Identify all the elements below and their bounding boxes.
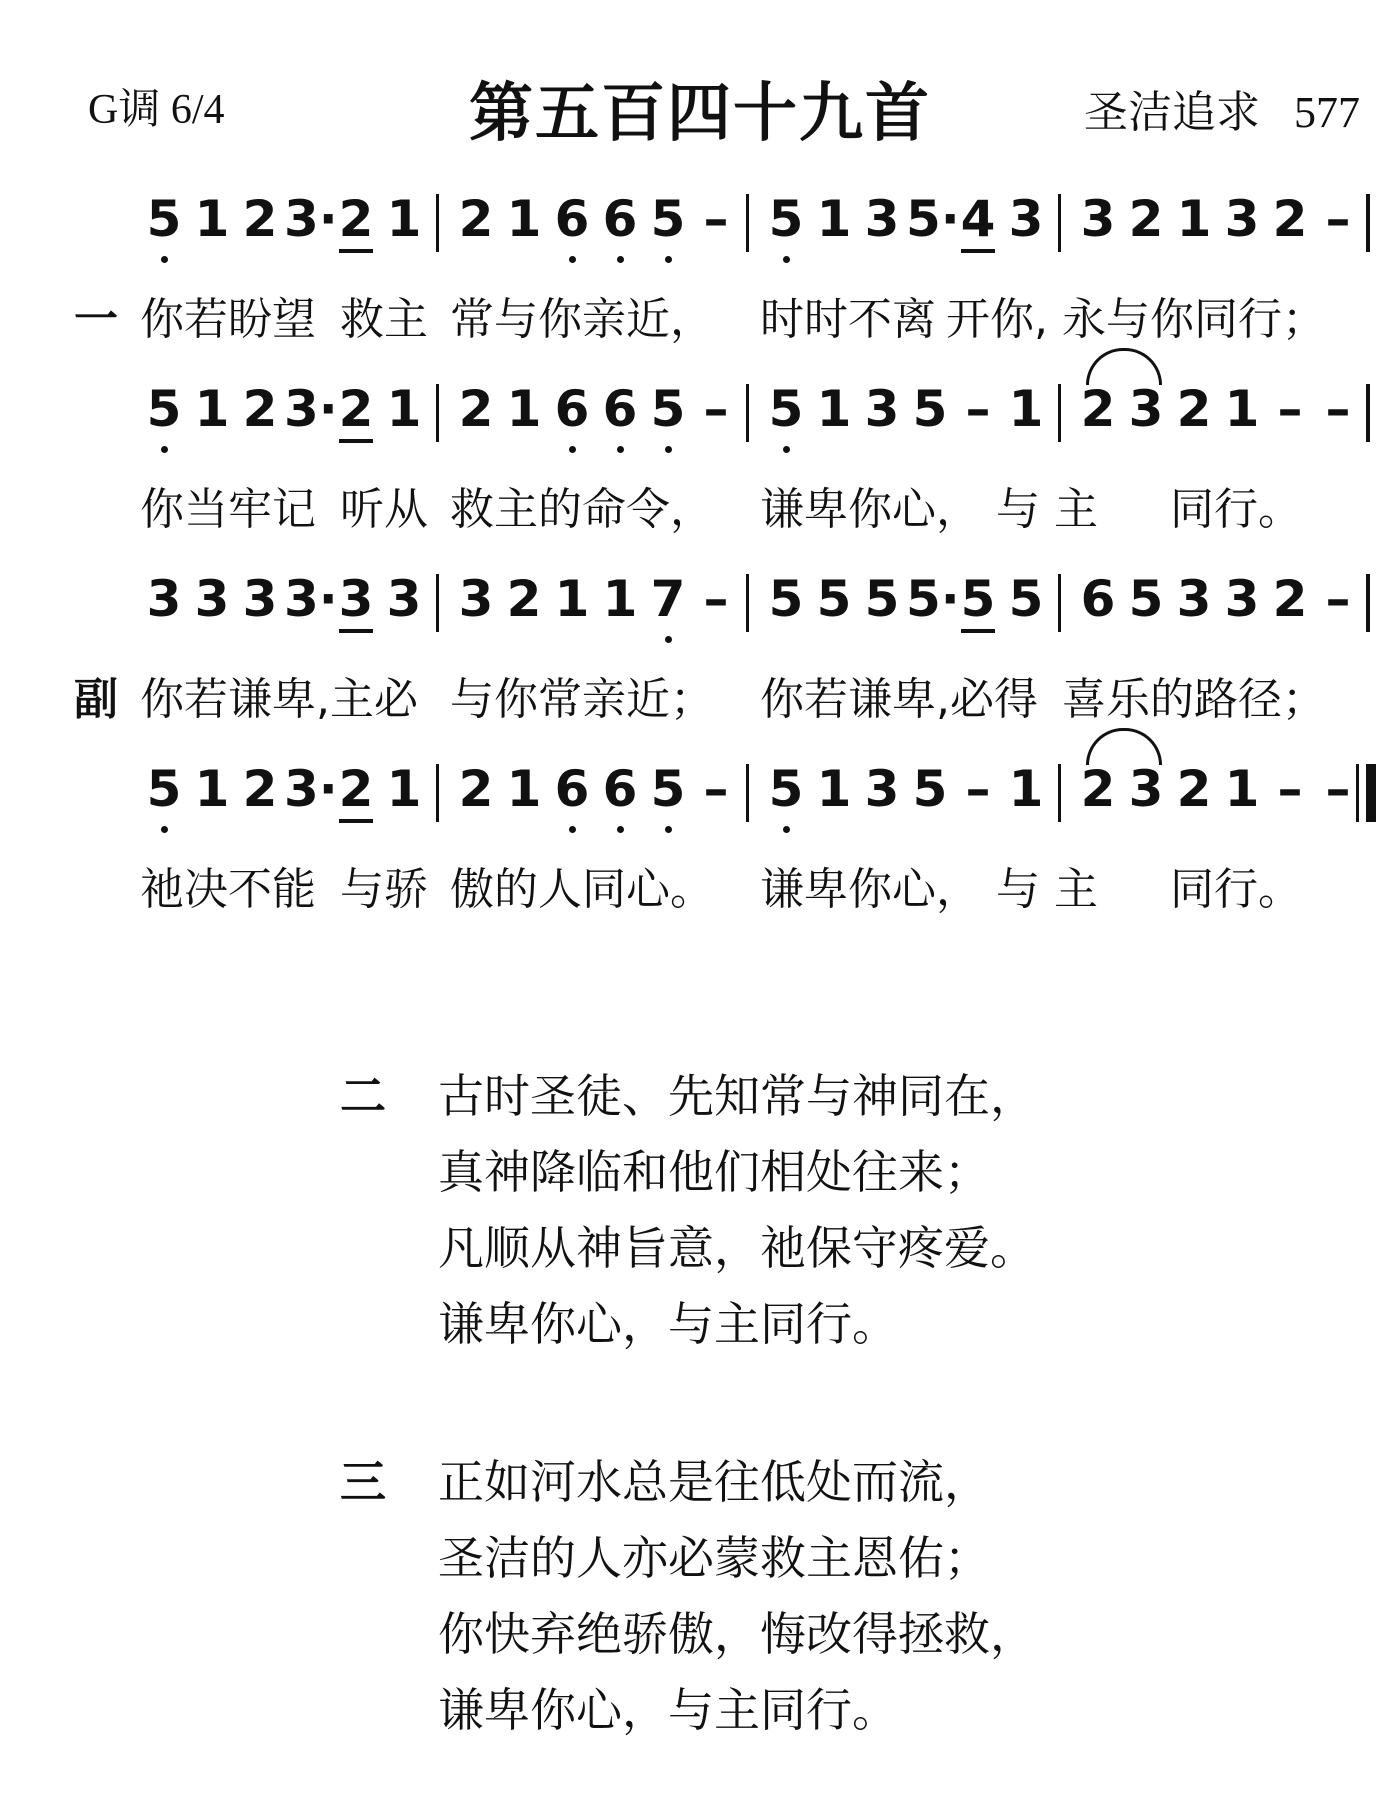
note: 1	[1176, 190, 1212, 248]
note: 1	[816, 760, 852, 818]
note: 3·	[284, 190, 338, 248]
measure-4	[1074, 188, 1362, 268]
measure-2	[452, 188, 740, 268]
note: 1	[386, 380, 422, 438]
lyric-phrase: 你当牢记	[140, 484, 316, 535]
lyric-phrase: 你若盼望	[140, 294, 316, 345]
hymn-header	[0, 62, 1400, 151]
note: 2	[458, 760, 494, 818]
music-system-4	[0, 758, 1400, 948]
note: 3·	[284, 380, 338, 438]
lyric-phrase: 同行。	[1170, 864, 1302, 915]
note: –	[703, 570, 729, 628]
note: 3	[864, 380, 900, 438]
lyric-phrase: 时时不离	[760, 294, 936, 345]
note: 3·	[284, 760, 338, 818]
note: 5·	[906, 190, 960, 248]
note: 3	[1128, 760, 1164, 818]
note: 1	[1008, 380, 1044, 438]
note: –	[965, 760, 991, 818]
hymn-title: 第五百四十九首	[469, 77, 931, 151]
barline	[1058, 574, 1061, 632]
note: –	[965, 380, 991, 438]
verse-line: 凡顺从神旨意，祂保守疼爱。	[438, 1221, 1036, 1275]
note: 3	[1128, 380, 1164, 438]
note: –	[1325, 380, 1351, 438]
note: 5·	[906, 570, 960, 628]
measure-3	[762, 378, 1050, 458]
note: 2	[506, 570, 542, 628]
note: 6	[596, 188, 644, 268]
note: –	[1325, 570, 1351, 628]
note: 2	[332, 758, 380, 838]
barline	[746, 574, 749, 632]
note: 2	[1272, 570, 1308, 628]
note: 5	[954, 568, 1002, 648]
note: 6	[1080, 570, 1116, 628]
lyric-phrase: 永与你同行；	[1062, 294, 1326, 345]
note: 2	[242, 190, 278, 248]
measure-3	[762, 568, 1050, 648]
lyric-phrase: 傲的人同心。	[450, 864, 714, 915]
measure-1	[140, 758, 428, 838]
note: 5	[644, 188, 692, 268]
note: 3	[386, 570, 422, 628]
barline	[1356, 764, 1359, 822]
chorus-mark: 副	[74, 674, 118, 725]
note: –	[1325, 190, 1351, 248]
barline	[436, 384, 439, 442]
note: 5	[912, 760, 948, 818]
verse-line: 谦卑你心，与主同行。	[438, 1683, 898, 1737]
barline	[746, 384, 749, 442]
note: 5	[762, 378, 810, 458]
note: 2	[332, 188, 380, 268]
note: 5	[140, 188, 188, 268]
page-number: 577	[1294, 88, 1360, 137]
note: 1	[1224, 760, 1260, 818]
note: 3	[332, 568, 380, 648]
lyric-phrase: 主必	[330, 674, 418, 725]
note: –	[1325, 760, 1351, 818]
notation-row	[140, 568, 1370, 658]
note: 3	[1224, 570, 1260, 628]
final-barline	[1366, 764, 1376, 822]
note: 6	[596, 758, 644, 838]
lyric-phrase: 你若谦卑,	[760, 674, 950, 725]
verse-line: 你快弃绝骄傲，悔改得拯救，	[438, 1607, 1036, 1661]
verse-2	[340, 1060, 1240, 1380]
verse-number: 一	[74, 294, 118, 345]
lyric-phrase: 祂决不能	[140, 864, 316, 915]
verse-line: 真神降临和他们相处往来；	[438, 1145, 990, 1199]
note: 5	[768, 570, 804, 628]
barline	[746, 194, 749, 252]
lyric-phrase: 开你,	[946, 294, 1048, 345]
note: –	[703, 380, 729, 438]
note: 2	[242, 760, 278, 818]
lyric-phrase: 同行。	[1170, 484, 1302, 535]
music-system-1	[0, 188, 1400, 378]
note: 1	[506, 760, 542, 818]
measure-4	[1074, 568, 1362, 648]
category-label: 圣洁追求	[1084, 88, 1260, 137]
music-system-2	[0, 378, 1400, 568]
note: 2	[1128, 190, 1164, 248]
note: 2	[1176, 380, 1212, 438]
lyrics-row	[60, 663, 1380, 733]
note: 6	[548, 378, 596, 458]
lyric-phrase: 救主的命令，	[450, 484, 714, 535]
note: 2	[1272, 190, 1308, 248]
note: 5	[644, 378, 692, 458]
barline	[1058, 384, 1061, 442]
barline	[1366, 384, 1370, 442]
measure-3	[762, 758, 1050, 838]
note: 3	[864, 760, 900, 818]
note: 2	[332, 378, 380, 458]
lyric-phrase: 谦卑你心，	[760, 484, 980, 535]
note: 2	[458, 380, 494, 438]
notation-row	[140, 378, 1370, 468]
lyric-phrase: 与骄	[340, 864, 428, 915]
note: 1	[506, 380, 542, 438]
note: 5	[1128, 570, 1164, 628]
measure-2	[452, 758, 740, 838]
note: –	[703, 760, 729, 818]
barline	[1058, 194, 1061, 252]
verse-number: 二	[340, 1069, 386, 1123]
note: 1	[816, 190, 852, 248]
lyric-phrase: 救主	[340, 294, 428, 345]
measure-4	[1074, 378, 1362, 458]
music-system-3	[0, 568, 1400, 758]
verse-line: 圣洁的人亦必蒙救主恩佑；	[438, 1531, 990, 1585]
note: –	[1277, 380, 1303, 438]
note: 5	[762, 188, 810, 268]
note: 5	[644, 758, 692, 838]
note: 1	[194, 190, 230, 248]
note: 2	[1074, 758, 1122, 838]
note: 5	[912, 380, 948, 438]
measure-3	[762, 188, 1050, 268]
note: 3	[242, 570, 278, 628]
barline	[436, 764, 439, 822]
notation-row	[140, 188, 1370, 278]
hymn-category	[1084, 76, 1360, 140]
note: 1	[1008, 760, 1044, 818]
lyric-phrase: 必得	[950, 674, 1038, 725]
note: 3	[458, 570, 494, 628]
note: 1	[194, 380, 230, 438]
lyric-phrase: 与你常亲近；	[450, 674, 714, 725]
note: 3	[146, 570, 182, 628]
verse-line: 古时圣徒、先知常与神同在，	[438, 1069, 1036, 1123]
note: 1	[506, 190, 542, 248]
measure-1	[140, 568, 428, 648]
note: 1	[1224, 380, 1260, 438]
note: 1	[554, 570, 590, 628]
note: 6	[548, 188, 596, 268]
lyric-phrase: 常与你亲近，	[450, 294, 714, 345]
note: 3	[864, 190, 900, 248]
lyric-phrase: 谦卑你心，	[760, 864, 980, 915]
lyric-phrase: 听从	[340, 484, 428, 535]
note: 1	[816, 380, 852, 438]
verse-number: 三	[340, 1455, 386, 1509]
note: 1	[602, 570, 638, 628]
note: 5	[1008, 570, 1044, 628]
note: 3	[1176, 570, 1212, 628]
note: 2	[1074, 378, 1122, 458]
note: –	[703, 190, 729, 248]
note: 6	[596, 378, 644, 458]
measure-2	[452, 378, 740, 458]
barline	[436, 574, 439, 632]
note: 5	[816, 570, 852, 628]
note: 4	[954, 188, 1002, 268]
measure-4	[1074, 758, 1362, 838]
measure-1	[140, 188, 428, 268]
note: 6	[548, 758, 596, 838]
lyric-phrase: 喜乐的路径；	[1062, 674, 1326, 725]
lyrics-row	[60, 853, 1380, 923]
barline	[1366, 574, 1370, 632]
note: 5	[762, 758, 810, 838]
lyrics-row	[60, 473, 1380, 543]
measure-2	[452, 568, 740, 648]
lyric-phrase: 与 主	[996, 864, 1098, 915]
note: 5	[140, 758, 188, 838]
note: 3	[1080, 190, 1116, 248]
note: 1	[386, 760, 422, 818]
note: 2	[458, 190, 494, 248]
barline	[436, 194, 439, 252]
notation-row	[140, 758, 1370, 848]
measure-1	[140, 378, 428, 458]
lyric-phrase: 与 主	[996, 484, 1098, 535]
barline	[746, 764, 749, 822]
note: 5	[140, 378, 188, 458]
barline	[1366, 194, 1370, 252]
note: 2	[242, 380, 278, 438]
note: 3·	[284, 570, 338, 628]
note: 3	[1224, 190, 1260, 248]
key-signature: G调 6/4	[88, 87, 225, 133]
note: 3	[1008, 190, 1044, 248]
note: 5	[864, 570, 900, 628]
verse-line: 正如河水总是往低处而流，	[438, 1455, 990, 1509]
note: 2	[1176, 760, 1212, 818]
note: 7	[644, 568, 692, 648]
verse-line: 谦卑你心，与主同行。	[438, 1297, 898, 1351]
barline	[1058, 764, 1061, 822]
lyric-phrase: 你若谦卑,	[140, 674, 330, 725]
note: –	[1277, 760, 1303, 818]
note: 1	[386, 190, 422, 248]
verse-3	[340, 1446, 1240, 1766]
lyrics-row	[60, 283, 1380, 353]
note: 3	[194, 570, 230, 628]
note: 1	[194, 760, 230, 818]
